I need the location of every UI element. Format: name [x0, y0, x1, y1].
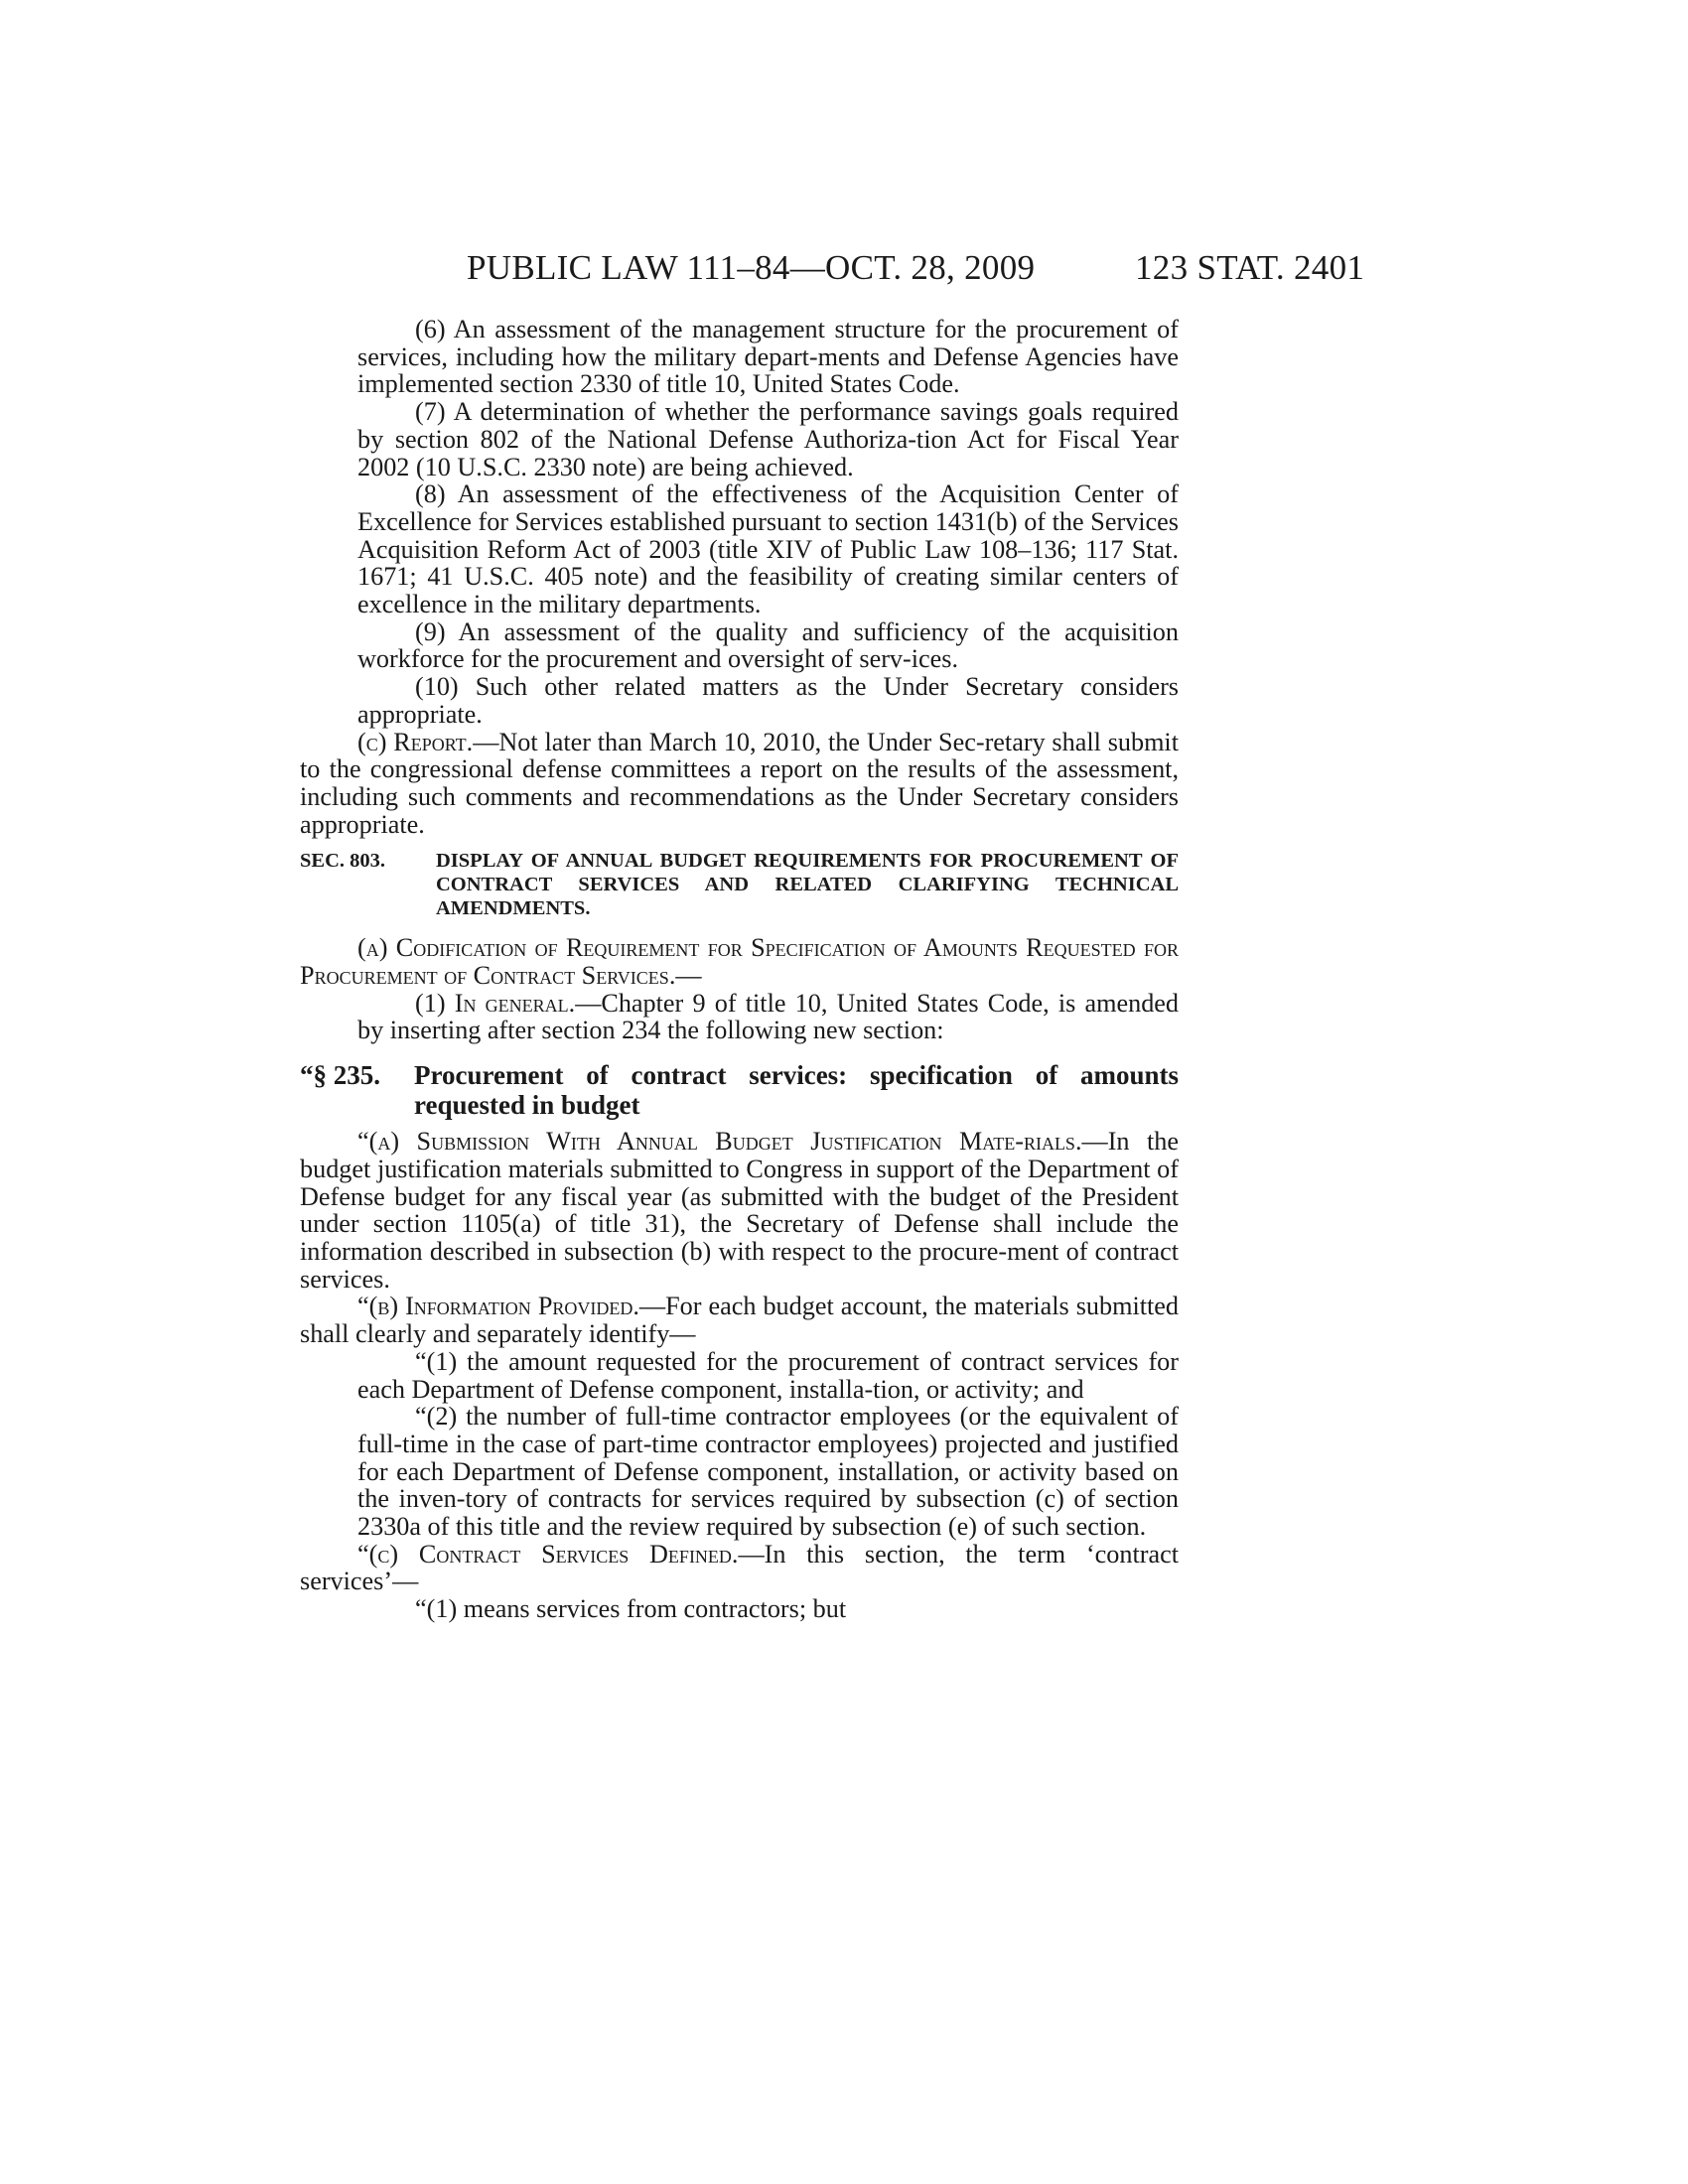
section-235-c-heading: “(c) Contract Services Defined.	[357, 1539, 739, 1569]
paragraph-10: (10) Such other related matters as the Under Secretary considers appropriate.	[357, 672, 1179, 729]
section-235-subsection-b	[300, 1293, 1179, 1347]
section-235-subsection-c	[300, 1541, 1179, 1595]
section-235-title: Procurement of contract services: specification of amounts requested in budget	[414, 1060, 1179, 1121]
subsection-c-report	[300, 729, 1179, 839]
section-235-subsection-a	[300, 1128, 1179, 1293]
section-803-number: SEC. 803.	[300, 850, 386, 873]
section-235-c-text: —In this section, the term ‘contract services’—	[300, 1539, 1180, 1596]
section-803-a1-text: —Chapter 9 of title 10, United States Code, is amended by inserting after section 234 the following new section:	[357, 988, 1180, 1045]
paragraph-6: (6) An assessment of the management structure for the procurement of services, including how the military depart-ments and Defense Agencies have implemented section 2330 of title 10, United States Code.	[357, 315, 1179, 399]
section-235-b-heading: “(b) Information Provided.	[357, 1292, 639, 1321]
section-235-b-text: —For each budget account, the materials submitted shall clearly and separately identify—	[300, 1292, 1179, 1349]
section-235-number: “§ 235.	[300, 1060, 380, 1091]
paragraph-7: (7) A determination of whether the performance savings goals required by section 802 of the National Defense Authoriza-tion Act for Fiscal Year 2002 (10 U.S.C. 2330 note) are being achieved.	[357, 397, 1179, 481]
section-235-b2: “(2) the number of full-time contractor employees (or the equivalent of full-time in the case of part-time contractor employees) projected and justified for each Department of Defense component, installation, or activity based on the inven-tory of contracts for services required by subsection (c) of section 2330a of this title and the review required by subsection (e) of such section.	[357, 1402, 1179, 1542]
section-235-heading	[300, 1060, 1179, 1120]
paragraph-8: (8) An assessment of the effectiveness of the Acquisition Center of Excellence for Services established pursuant to section 1431(b) of the Services Acquisition Reform Act of 2003 (title XIV of Public Law 108–136; 117 Stat. 1671; 41 U.S.C. 405 note) and the feasibility of creating similar centers of excellence in the military departments.	[357, 479, 1179, 619]
section-803-heading	[300, 849, 1179, 920]
subsection-c-text: —Not later than March 10, 2010, the Under Sec-retary shall submit to the congressional defense committees a report on the results of the assessment, including such comments and recommendations as the Under Secretary considers appropriate.	[300, 727, 1179, 839]
section-235-a-heading: “(a) Submission With Annual Budget Justification Mate-rials.	[357, 1127, 1082, 1157]
section-235-a-text: —In the budget justification materials submitted to Congress in support of the Department of Defense budget for any fiscal year (as submitted with the budget of the President under section 1105(a) of title 31), the Secretary of Defense shall include the information described in subsection (b) with respect to the procure-ment of contract services.	[300, 1127, 1179, 1294]
body-text	[300, 316, 1179, 1623]
running-head: PUBLIC LAW 111–84—OCT. 28, 2009	[467, 248, 1036, 287]
subsection-c-heading: (c) Report.	[357, 727, 474, 756]
section-803-title: DISPLAY OF ANNUAL BUDGET REQUIREMENTS FOR PROCUREMENT OF CONTRACT SERVICES AND RELATED CLARIFYING TECHNICAL AMENDMENTS.	[436, 850, 1179, 920]
section-235-c1: “(1) means services from contractors; but	[415, 1594, 847, 1624]
section-803-subsection-a	[300, 934, 1179, 989]
section-803-a1	[357, 990, 1179, 1044]
stat-page-number: 123 STAT. 2401	[1135, 248, 1365, 287]
section-803-a1-heading: (1) In general.	[415, 988, 576, 1018]
section-803-a-dash: —	[675, 961, 702, 991]
section-803-a-heading: (a) Codification of Requirement for Specification of Amounts Requested for Procurement of Contract Services.	[300, 933, 1179, 991]
paragraph-9: (9) An assessment of the quality and sufficiency of the acquisition workforce for the procurement and oversight of serv-ices.	[357, 616, 1179, 674]
section-235-b1: “(1) the amount requested for the procurement of contract services for each Department of Defense component, installa-tion, or activity; and	[357, 1346, 1179, 1404]
